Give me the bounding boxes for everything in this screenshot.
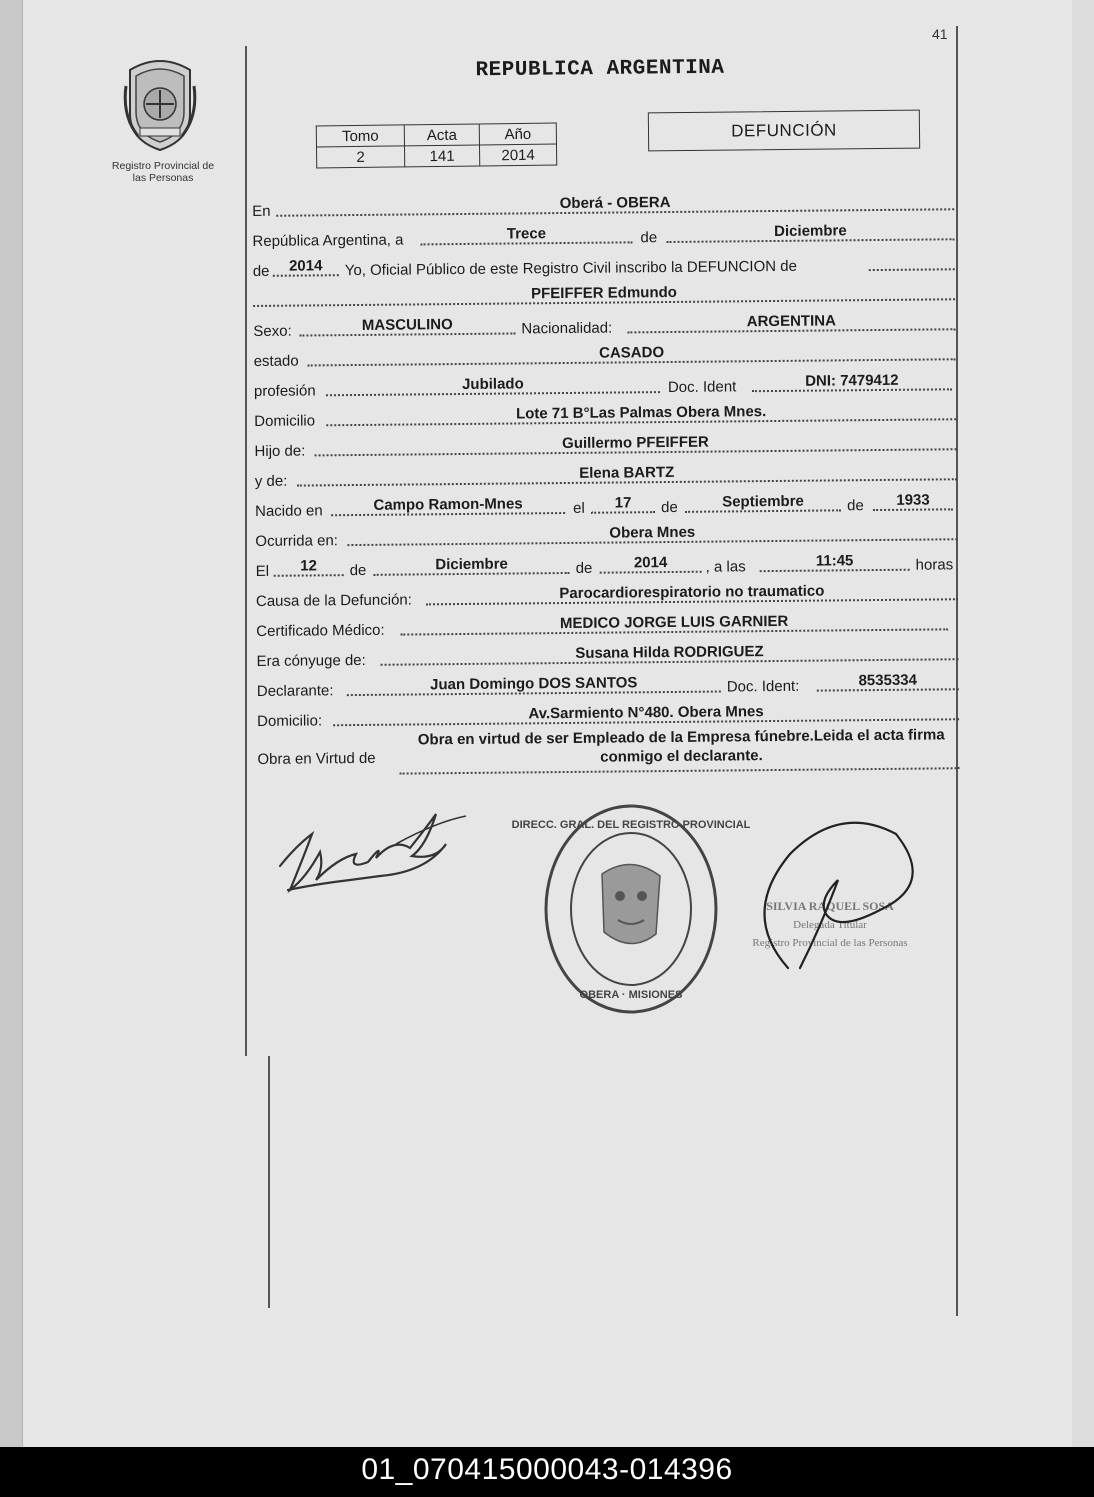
domicilio-value: Lote 71 B°Las Palmas Obera Mnes. xyxy=(515,403,767,423)
acta-label: Acta xyxy=(404,124,479,146)
hora-value: 11:45 xyxy=(815,552,854,570)
certificado-label: Certificado Médico: xyxy=(256,621,385,640)
nacido-dia: 17 xyxy=(614,494,632,512)
nombre-value: PFEIFFER Edmundo xyxy=(531,283,677,303)
de-label: de xyxy=(252,262,270,280)
de-label: de xyxy=(846,497,864,515)
svg-text:SILVIA RAQUEL SOSA: SILVIA RAQUEL SOSA xyxy=(766,899,894,913)
profesion-label: profesión xyxy=(253,382,316,400)
doc2-label: Doc. Ident: xyxy=(726,677,800,696)
crest-caption-line1: Registro Provincial de xyxy=(111,160,215,172)
yde-label: y de: xyxy=(254,472,288,490)
footer-bar xyxy=(0,1447,1094,1497)
alas-label: , a las xyxy=(705,558,746,576)
nacionalidad-value: ARGENTINA xyxy=(746,312,836,331)
crest-caption xyxy=(100,160,226,184)
svg-text:Registro Provincial de las Per: Registro Provincial de las Personas xyxy=(752,937,908,949)
doc-value: DNI: 7479412 xyxy=(805,371,899,390)
declarant-signature-icon xyxy=(276,808,472,904)
nacionalidad-label: Nacionalidad: xyxy=(521,319,613,338)
nacido-lugar: Campo Ramon-Mnes xyxy=(373,495,523,514)
yde-value: Elena BARTZ xyxy=(579,463,675,482)
causa-value: Parocardiorespiratorio no traumatico xyxy=(559,582,825,603)
left-margin-line-lower xyxy=(268,1056,270,1308)
page-number: 41 xyxy=(932,26,948,42)
official-signature-stamp-icon xyxy=(730,814,936,974)
anio-label: Año xyxy=(479,123,556,145)
ocurrida-dia: 12 xyxy=(300,557,318,575)
nacido-label: Nacido en xyxy=(255,502,323,520)
horas-label: horas xyxy=(915,556,954,574)
dia-value: Trece xyxy=(506,225,547,243)
republica-label: República Argentina, a xyxy=(252,231,404,250)
reference-table xyxy=(316,123,558,169)
estado-value: CASADO xyxy=(598,344,665,362)
document-type-box: DEFUNCIÓN xyxy=(648,110,920,152)
acta-value: 141 xyxy=(405,145,480,167)
declarante-label: Declarante: xyxy=(256,682,334,700)
estado-label: estado xyxy=(253,352,299,370)
de-label: de xyxy=(660,498,678,517)
hijo-label: Hijo de: xyxy=(254,442,306,460)
de-label: de xyxy=(640,229,658,247)
sexo-label: Sexo: xyxy=(253,322,292,340)
ocurrida-label: Ocurrida en: xyxy=(255,532,338,550)
conyuge-label: Era cónyuge de: xyxy=(256,651,366,670)
left-margin-line xyxy=(245,46,247,1056)
death-record-form xyxy=(252,183,964,776)
tomo-value: 2 xyxy=(317,146,405,168)
ocurrida-value: Obera Mnes xyxy=(609,523,696,542)
oficial-text: Yo, Oficial Público de este Registro Civil inscribo la DEFUNCION de xyxy=(344,257,797,280)
ocurrida-mes: Diciembre xyxy=(435,555,508,574)
anio-value: 2014 xyxy=(288,257,323,275)
registry-seal-icon xyxy=(511,798,751,1020)
hijo-value: Guillermo PFEIFFER xyxy=(562,433,709,453)
el-label: el xyxy=(572,499,585,517)
en-label: En xyxy=(252,202,271,220)
crest-caption-line2: las Personas xyxy=(132,172,194,184)
sexo-value: MASCULINO xyxy=(361,316,453,334)
certificado-value: MEDICO JORGE LUIS GARNIER xyxy=(559,612,789,633)
el2-label: El xyxy=(255,562,270,580)
row-obra xyxy=(257,723,963,776)
de-label: de xyxy=(349,561,367,580)
scan-right-edge xyxy=(1072,0,1094,1447)
obra-value: Obra en virtud de ser Empleado de la Empresa fúnebre.Leida el acta firma conmigo el declarante. xyxy=(417,726,945,766)
obra-label: Obra en Virtud de xyxy=(257,749,376,768)
ocurrida-anio: 2014 xyxy=(633,554,668,572)
nacido-anio: 1933 xyxy=(896,491,930,509)
svg-text:DIRECC. GRAL. DEL REGISTRO PRO: DIRECC. GRAL. DEL REGISTRO PROVINCIAL xyxy=(511,819,751,831)
provincial-crest-icon xyxy=(122,56,198,152)
de-label: de xyxy=(575,559,593,577)
profesion-value: Jubilado xyxy=(461,375,524,393)
domicilio2-value: Av.Sarmiento N°480. Obera Mnes xyxy=(528,703,764,723)
conyuge-value: Susana Hilda RODRIGUEZ xyxy=(575,643,764,662)
anio-value: 2014 xyxy=(479,144,556,166)
domicilio-label: Domicilio xyxy=(254,412,316,430)
document-title: REPUBLICA ARGENTINA xyxy=(475,56,725,83)
en-value: Oberá - OBERA xyxy=(559,193,671,213)
doc-label: Doc. Ident xyxy=(667,378,737,397)
svg-text:OBERA · MISIONES: OBERA · MISIONES xyxy=(579,989,683,1001)
footer-id: 01_070415000043-014396 xyxy=(361,1453,733,1486)
nacido-mes: Septiembre xyxy=(722,492,804,511)
domicilio2-label: Domicilio: xyxy=(257,712,323,730)
svg-text:Delegada Titular: Delegada Titular xyxy=(793,919,867,931)
tomo-label: Tomo xyxy=(316,125,404,147)
declarante-value: Juan Domingo DOS SANTOS xyxy=(430,674,638,694)
causa-label: Causa de la Defunción: xyxy=(255,591,412,610)
doc2-value: 8535334 xyxy=(858,671,918,690)
mes-value: Diciembre xyxy=(774,222,847,240)
scan-left-edge xyxy=(0,0,22,1447)
